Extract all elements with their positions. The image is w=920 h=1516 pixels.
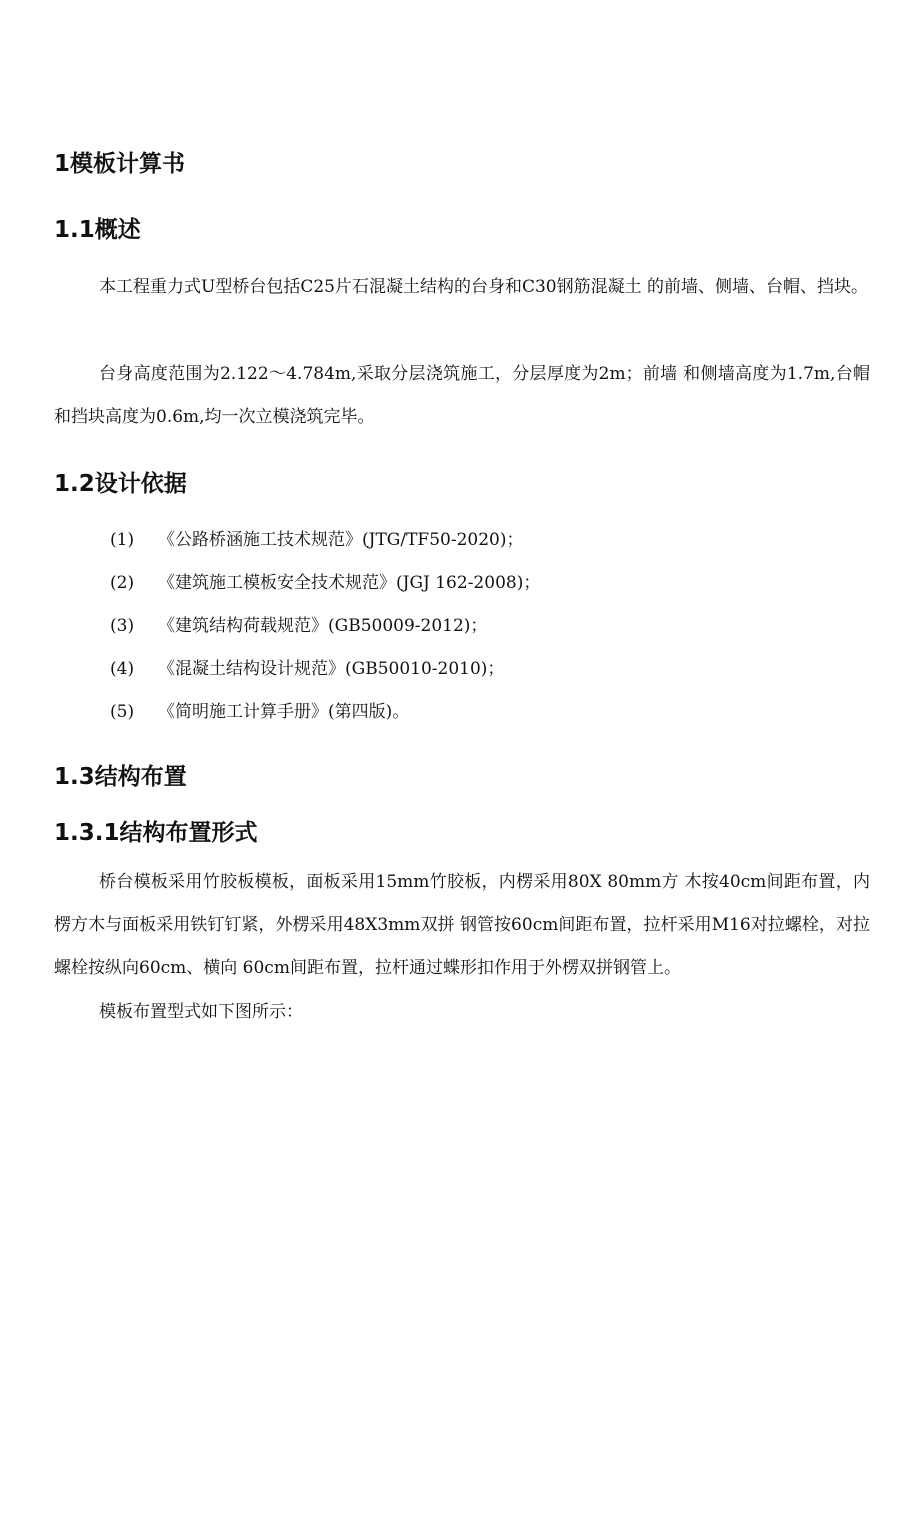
reference-text: 《简明施工计算手册》(第四版)。 xyxy=(158,702,410,722)
reference-number: (5) xyxy=(110,702,135,722)
reference-text: 《建筑结构荷载规范》(GB50009-2012)； xyxy=(158,616,488,636)
reference-item xyxy=(110,528,524,552)
reference-item xyxy=(110,614,487,638)
overview-paragraph-2: 台身高度范围为2.122～4.784m,采取分层浇筑施工，分层厚度为2m；前墙 和侧墙高度为1.7m,台帽和挡块高度为0.6m,均一次立模浇筑完毕。 xyxy=(54,364,870,427)
reference-item xyxy=(110,571,540,595)
subsection-heading-layout-form: 1.3.1结构布置形式 xyxy=(54,820,258,846)
reference-number: (2) xyxy=(110,573,135,593)
reference-number: (4) xyxy=(110,659,135,679)
document-title: 1模板计算书 xyxy=(54,151,186,177)
reference-number: (3) xyxy=(110,616,135,636)
reference-item xyxy=(110,657,504,681)
reference-number: (1) xyxy=(110,530,135,550)
section-heading-structure-layout: 1.3结构布置 xyxy=(54,764,187,790)
section-heading-design-basis: 1.2设计依据 xyxy=(54,471,187,497)
layout-paragraph-1: 桥台模板采用竹胶板模板，面板采用15mm竹胶板，内楞采用80X 80mm方 木按40cm间距布置，内楞方木与面板采用铁钉钉紧，外楞采用48X3mm双拼 钢管按60cm间距布置，拉杆采用M16对拉螺栓，对拉螺栓按纵向60cm、横向 60cm间距布置，拉杆通过蝶形扣作用于外楞双拼钢管上。 xyxy=(54,872,870,978)
reference-text: 《公路桥涵施工技术规范》(JTG/TF50-2020)； xyxy=(158,530,524,550)
layout-paragraph-2: 模板布置型式如下图所示： xyxy=(99,1002,303,1022)
reference-item xyxy=(110,700,409,724)
overview-paragraph-1: 本工程重力式U型桥台包括C25片石混凝土结构的台身和C30钢筋混凝土 的前墙、侧墙、台帽、挡块。 xyxy=(99,277,869,297)
reference-text: 《混凝土结构设计规范》(GB50010-2010)； xyxy=(158,659,505,679)
section-heading-overview: 1.1概述 xyxy=(54,217,141,243)
reference-text: 《建筑施工模板安全技术规范》(JGJ 162-2008)； xyxy=(158,573,541,593)
